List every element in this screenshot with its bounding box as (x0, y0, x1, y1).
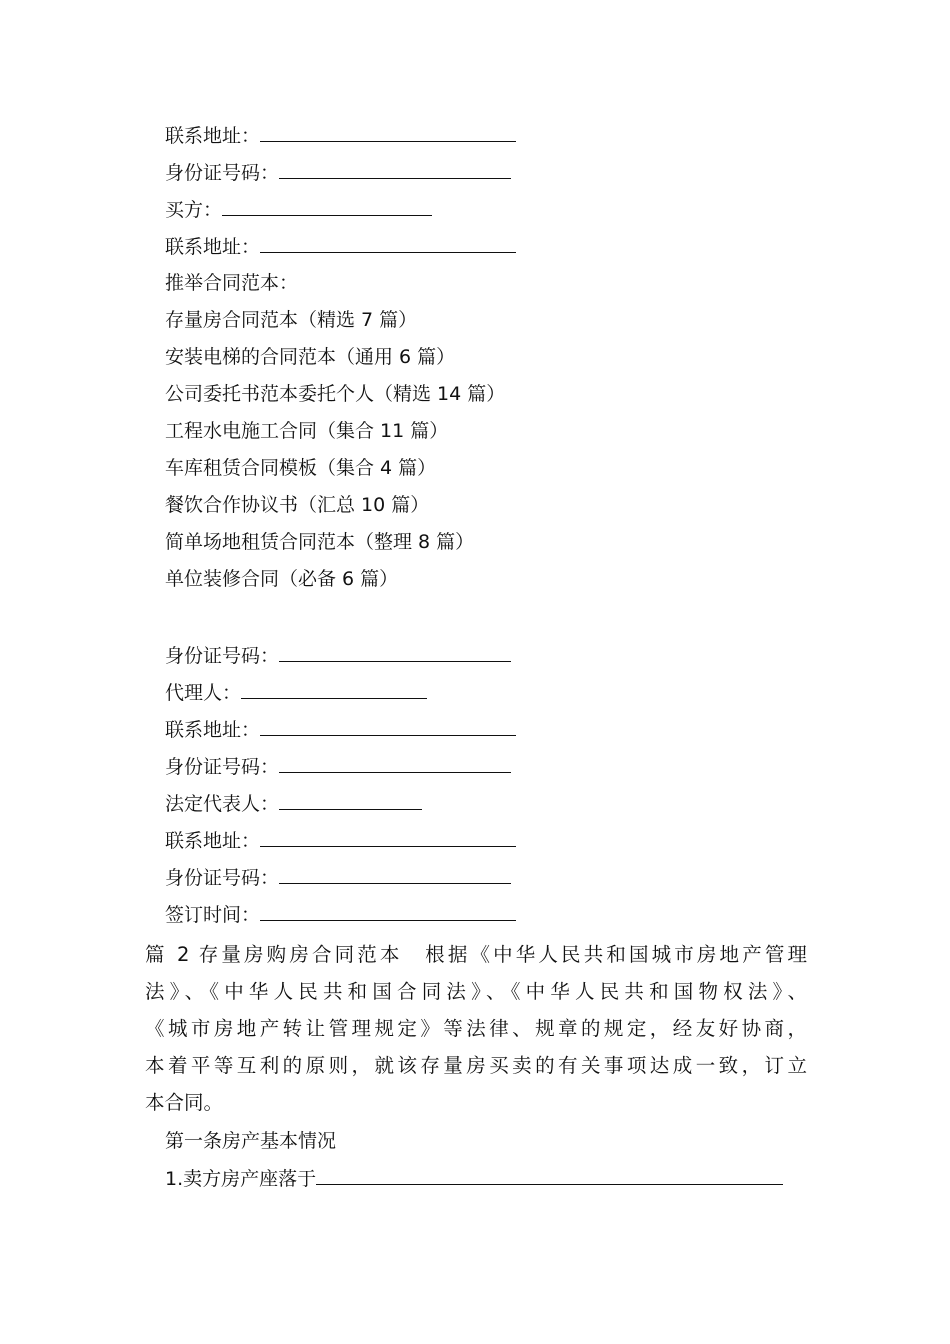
field-label: 法定代表人： (165, 793, 280, 815)
field-label: 身份证号码： (165, 162, 280, 184)
recommend-link[interactable]: 存量房合同范本（精选 7 篇） (165, 309, 418, 331)
fill-blank (260, 121, 516, 142)
fill-blank (260, 900, 516, 921)
fill-blank (279, 752, 511, 773)
id-number-field (165, 641, 511, 669)
fill-blank (222, 195, 432, 216)
buyer-field (165, 195, 432, 223)
field-label: 联系地址： (165, 719, 261, 741)
id-number-field (165, 863, 511, 891)
recommend-link[interactable]: 车库租赁合同模板（集合 4 篇） (165, 457, 437, 479)
recommend-link[interactable]: 公司委托书范本委托个人（精选 14 篇） (165, 383, 506, 405)
field-label: 买方： (165, 199, 223, 221)
recommend-link[interactable]: 安装电梯的合同范本（通用 6 篇） (165, 346, 456, 368)
id-number-field (165, 158, 511, 186)
contact-address-field (165, 715, 516, 743)
field-label: 联系地址： (165, 125, 261, 147)
fill-blank (279, 863, 511, 884)
paragraph-line: 本合同。 (145, 1091, 224, 1114)
recommend-link[interactable]: 工程水电施工合同（集合 11 篇） (165, 420, 449, 442)
recommend-link[interactable]: 单位装修合同（必备 6 篇） (165, 568, 399, 590)
article-title: 第一条房产基本情况 (165, 1130, 337, 1152)
fill-blank (279, 641, 511, 662)
fill-blank (279, 158, 511, 179)
fill-blank (279, 789, 422, 810)
recommend-title: 推举合同范本： (165, 272, 299, 294)
fill-blank (260, 232, 516, 253)
field-label: 签订时间： (165, 904, 261, 926)
signing-date-field (165, 900, 516, 928)
intro-paragraph (145, 936, 807, 1121)
property-location-field (165, 1164, 783, 1192)
id-number-field (165, 752, 511, 780)
field-label: 联系地址： (165, 830, 261, 852)
contact-address-field (165, 232, 516, 260)
field-label: 代理人： (165, 682, 242, 704)
agent-field (165, 678, 427, 706)
recommend-link[interactable]: 餐饮合作协议书（汇总 10 篇） (165, 494, 430, 516)
recommend-link[interactable]: 简单场地租赁合同范本（整理 8 篇） (165, 531, 475, 553)
fill-blank (241, 678, 427, 699)
field-label: 身份证号码： (165, 867, 280, 889)
paragraph-line: 本着平等互利的原则，就该存量房买卖的有关事项达成一致，订立 (145, 1054, 807, 1077)
paragraph-line: 法》、《中华人民共和国合同法》、《中华人民共和国物权法》、 (145, 980, 807, 1003)
field-label: 联系地址： (165, 236, 261, 258)
field-label: 1.卖方房产座落于 (165, 1168, 317, 1190)
field-label: 身份证号码： (165, 645, 280, 667)
paragraph-line: 篇 2 存量房购房合同范本 根据《中华人民共和国城市房地产管理 (145, 943, 807, 966)
field-label: 身份证号码： (165, 756, 280, 778)
contact-address-field (165, 121, 516, 149)
contact-address-field (165, 826, 516, 854)
paragraph-line: 《城市房地产转让管理规定》等法律、规章的规定，经友好协商， (145, 1017, 807, 1040)
legal-representative-field (165, 789, 422, 817)
fill-blank (316, 1164, 783, 1185)
fill-blank (260, 826, 516, 847)
fill-blank (260, 715, 516, 736)
